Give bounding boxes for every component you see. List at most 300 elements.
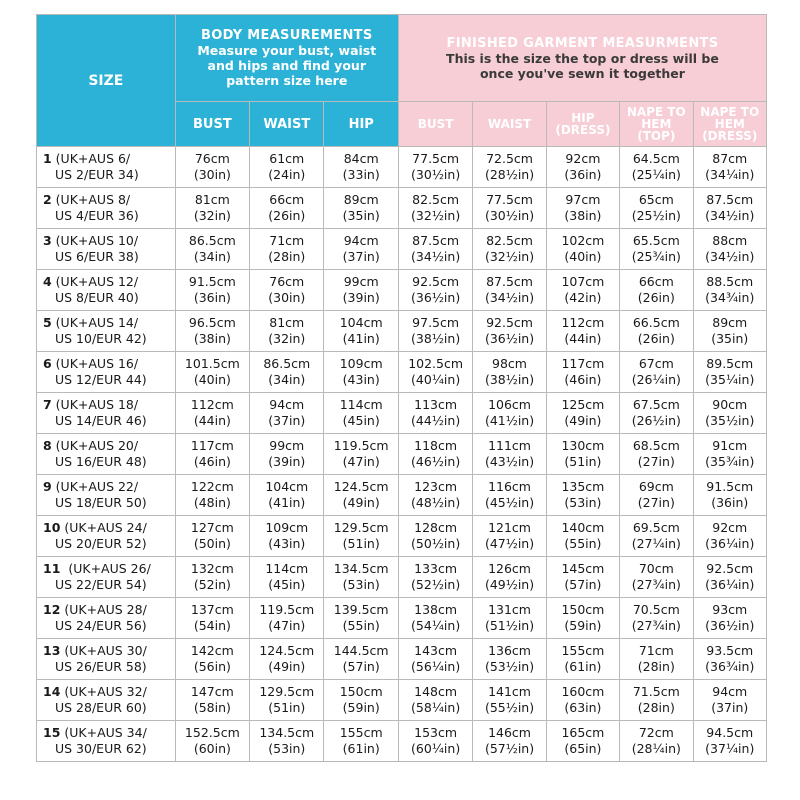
measurement-cm: 69cm	[638, 479, 674, 494]
measurement-cell	[398, 475, 472, 516]
measurement-cell	[324, 680, 398, 721]
measurement-cm: 112cm	[190, 397, 234, 412]
table-row	[37, 598, 767, 639]
measurement-in: (47in)	[342, 454, 380, 469]
measurement-cm: 125cm	[561, 397, 605, 412]
measurement-cm: 133cm	[414, 561, 458, 576]
measurement-cell	[693, 188, 767, 229]
measurement-in: (56¼in)	[411, 659, 461, 674]
size-label-line1: (UK+AUS 18/	[51, 397, 139, 412]
measurement-cm: 77.5cm	[486, 192, 533, 207]
measurement-cm: 76cm	[269, 274, 305, 289]
measurement-cm: 130cm	[561, 438, 605, 453]
measurement-cm: 87.5cm	[412, 233, 460, 248]
measurement-in: (35in)	[711, 331, 749, 346]
measurement-in: (38½in)	[484, 372, 535, 387]
measurement-in: (42in)	[564, 290, 602, 305]
measurement-cm: 140cm	[561, 520, 605, 535]
measurement-in: (27in)	[637, 454, 675, 469]
measurement-in: (63in)	[564, 700, 602, 715]
size-label-line1: (UK+AUS 20/	[51, 438, 139, 453]
measurement-in: (30in)	[268, 290, 306, 305]
measurement-in: (50½in)	[411, 536, 461, 551]
measurement-cell	[473, 639, 546, 680]
measurement-cell	[620, 188, 693, 229]
measurement-cm: 155cm	[339, 725, 383, 740]
measurement-cell	[250, 229, 324, 270]
measurement-in: (37in)	[711, 700, 749, 715]
measurement-cell	[398, 311, 472, 352]
measurement-in: (51in)	[564, 454, 602, 469]
measurement-in: (34¾in)	[705, 290, 755, 305]
measurement-cm: 123cm	[414, 479, 458, 494]
measurement-cm: 82.5cm	[486, 233, 533, 248]
table-row	[37, 721, 767, 762]
measurement-in: (35¾in)	[705, 454, 755, 469]
measurement-cm: 72.5cm	[486, 151, 533, 166]
measurement-in: (65in)	[564, 741, 602, 756]
measurement-cell	[473, 721, 546, 762]
measurement-cell	[473, 475, 546, 516]
measurement-in: (36in)	[564, 167, 602, 182]
measurement-in: (34½in)	[411, 249, 461, 264]
measurement-cell	[175, 516, 249, 557]
measurement-in: (36¼in)	[705, 577, 755, 592]
measurement-in: (44in)	[564, 331, 602, 346]
measurement-cell	[250, 516, 324, 557]
size-label-line2: US 18/EUR 50)	[55, 495, 147, 510]
measurement-cm: 113cm	[414, 397, 458, 412]
measurement-in: (53in)	[564, 495, 602, 510]
size-label	[37, 188, 176, 229]
measurement-cm: 87.5cm	[706, 192, 754, 207]
measurement-in: (41in)	[268, 495, 306, 510]
measurement-cell	[546, 434, 619, 475]
size-label	[37, 229, 176, 270]
measurement-in: (36in)	[711, 495, 749, 510]
measurement-in: (61in)	[564, 659, 602, 674]
measurement-cm: 137cm	[190, 602, 234, 617]
measurement-cell	[175, 721, 249, 762]
size-label-line2: US 2/EUR 34)	[55, 167, 139, 182]
measurement-cell	[398, 680, 472, 721]
measurement-cell	[693, 311, 767, 352]
measurement-in: (45½in)	[484, 495, 535, 510]
measurement-in: (30½in)	[484, 208, 535, 223]
measurement-in: (41½in)	[484, 413, 535, 428]
size-number: 9	[43, 479, 52, 494]
measurement-cm: 61cm	[269, 151, 305, 166]
measurement-in: (35½in)	[705, 413, 755, 428]
measurement-cm: 66.5cm	[632, 315, 680, 330]
measurement-cell	[250, 393, 324, 434]
finished-garment-header	[398, 15, 766, 102]
measurement-cm: 126cm	[488, 561, 531, 576]
measurement-cm: 68.5cm	[632, 438, 680, 453]
table-row	[37, 229, 767, 270]
col-body-waist: WAIST	[250, 102, 324, 147]
table-row	[37, 393, 767, 434]
measurement-cell	[324, 311, 398, 352]
measurement-cell	[175, 311, 249, 352]
col-body-hip: HIP	[324, 102, 398, 147]
measurement-in: (49½in)	[484, 577, 535, 592]
measurement-cm: 109cm	[265, 520, 309, 535]
measurement-in: (30½in)	[411, 167, 461, 182]
col-nape-to-hem-top: NAPE TO HEM (TOP)	[620, 102, 693, 147]
size-number: 12	[43, 602, 61, 617]
measurement-in: (28in)	[268, 249, 306, 264]
col-finished-hip-dress: HIP (DRESS)	[546, 102, 619, 147]
measurement-cm: 143cm	[414, 643, 458, 658]
measurement-in: (57in)	[342, 659, 380, 674]
size-number: 5	[43, 315, 52, 330]
size-label-line2: US 22/EUR 54)	[55, 577, 147, 592]
size-label	[37, 393, 176, 434]
size-label-line1: (UK+AUS 16/	[51, 356, 139, 371]
size-label-line2: US 8/EUR 40)	[55, 290, 139, 305]
measurement-in: (53in)	[342, 577, 380, 592]
measurement-cell	[324, 557, 398, 598]
measurement-cell	[546, 311, 619, 352]
measurement-in: (57½in)	[484, 741, 535, 756]
measurement-in: (33in)	[342, 167, 380, 182]
size-label	[37, 270, 176, 311]
measurement-cell	[324, 721, 398, 762]
measurement-cell	[693, 516, 767, 557]
size-number: 8	[43, 438, 52, 453]
measurement-cell	[324, 393, 398, 434]
measurement-cell	[546, 352, 619, 393]
measurement-cell	[693, 639, 767, 680]
measurement-cm: 121cm	[488, 520, 531, 535]
measurement-cm: 90cm	[712, 397, 748, 412]
measurement-cm: 97cm	[565, 192, 601, 207]
measurement-cm: 152.5cm	[184, 725, 240, 740]
measurement-cell	[250, 475, 324, 516]
measurement-cell	[473, 229, 546, 270]
size-number: 3	[43, 233, 52, 248]
measurement-in: (37in)	[268, 413, 306, 428]
col-finished-bust: BUST	[398, 102, 472, 147]
size-number: 4	[43, 274, 52, 289]
measurement-cm: 81cm	[269, 315, 305, 330]
measurement-cm: 124.5cm	[333, 479, 389, 494]
measurement-in: (48½in)	[411, 495, 461, 510]
measurement-cm: 144.5cm	[333, 643, 389, 658]
measurement-cell	[398, 188, 472, 229]
measurement-in: (36½in)	[411, 290, 461, 305]
col-nape-to-hem-dress: NAPE TO HEM (DRESS)	[693, 102, 767, 147]
measurement-cm: 96.5cm	[188, 315, 236, 330]
measurement-in: (49in)	[342, 495, 380, 510]
measurement-in: (39in)	[342, 290, 380, 305]
measurement-cell	[250, 639, 324, 680]
measurement-in: (36½in)	[484, 331, 535, 346]
table-row	[37, 147, 767, 188]
measurement-cm: 150cm	[339, 684, 383, 699]
measurement-cm: 91.5cm	[706, 479, 754, 494]
measurement-cm: 106cm	[488, 397, 531, 412]
measurement-in: (40in)	[193, 372, 231, 387]
measurement-cm: 64.5cm	[632, 151, 680, 166]
size-label	[37, 557, 176, 598]
size-label	[37, 352, 176, 393]
measurement-cell	[473, 516, 546, 557]
measurement-in: (60in)	[193, 741, 231, 756]
measurement-in: (35in)	[342, 208, 380, 223]
measurement-cell	[546, 393, 619, 434]
measurement-in: (58¼in)	[411, 700, 461, 715]
size-number: 10	[43, 520, 61, 535]
measurement-cm: 119.5cm	[333, 438, 389, 453]
measurement-cm: 92.5cm	[412, 274, 460, 289]
measurement-cell	[473, 147, 546, 188]
measurement-cell	[398, 434, 472, 475]
measurement-cell	[324, 147, 398, 188]
measurement-cell	[324, 352, 398, 393]
measurement-cm: 112cm	[561, 315, 605, 330]
measurement-cell	[175, 475, 249, 516]
measurement-cm: 71cm	[638, 643, 674, 658]
measurement-in: (55in)	[342, 618, 380, 633]
measurement-cm: 92cm	[565, 151, 601, 166]
measurement-in: (38½in)	[411, 331, 461, 346]
size-label	[37, 147, 176, 188]
measurement-in: (37in)	[342, 249, 380, 264]
measurement-in: (35¼in)	[705, 372, 755, 387]
measurement-cell	[693, 434, 767, 475]
size-label-line1: (UK+AUS 8/	[51, 192, 131, 207]
measurement-cm: 118cm	[414, 438, 458, 453]
measurement-in: (27¼in)	[631, 536, 681, 551]
measurement-cm: 107cm	[561, 274, 605, 289]
measurement-cell	[324, 598, 398, 639]
measurement-in: (46in)	[564, 372, 602, 387]
measurement-cell	[620, 475, 693, 516]
size-label	[37, 475, 176, 516]
measurement-cell	[620, 598, 693, 639]
measurement-cm: 138cm	[414, 602, 458, 617]
measurement-in: (38in)	[564, 208, 602, 223]
size-label	[37, 680, 176, 721]
measurement-in: (34½in)	[484, 290, 535, 305]
size-label	[37, 434, 176, 475]
measurement-cm: 89.5cm	[706, 356, 754, 371]
measurement-cell	[473, 680, 546, 721]
measurement-cell	[620, 147, 693, 188]
measurement-cell	[398, 352, 472, 393]
measurement-in: (52½in)	[411, 577, 461, 592]
measurement-cell	[546, 475, 619, 516]
measurement-cell	[175, 639, 249, 680]
measurement-cm: 165cm	[561, 725, 605, 740]
measurement-cm: 129.5cm	[259, 684, 315, 699]
measurement-cell	[546, 188, 619, 229]
measurement-in: (36½in)	[705, 618, 755, 633]
measurement-cell	[620, 721, 693, 762]
size-label-line2: US 16/EUR 48)	[55, 454, 147, 469]
size-number: 6	[43, 356, 52, 371]
measurement-cm: 102.5cm	[408, 356, 464, 371]
measurement-cm: 111cm	[488, 438, 531, 453]
measurement-cell	[546, 557, 619, 598]
measurement-cm: 93cm	[712, 602, 748, 617]
measurement-cell	[250, 270, 324, 311]
measurement-cell	[324, 475, 398, 516]
size-number: 15	[43, 725, 61, 740]
measurement-cell	[546, 270, 619, 311]
measurement-in: (27¾in)	[631, 577, 681, 592]
measurement-in: (26in)	[637, 331, 675, 346]
measurement-in: (32½in)	[484, 249, 535, 264]
measurement-cm: 99cm	[269, 438, 305, 453]
table-row	[37, 434, 767, 475]
measurement-in: (36in)	[193, 290, 231, 305]
measurement-cm: 67.5cm	[632, 397, 680, 412]
measurement-cell	[250, 311, 324, 352]
measurement-in: (49in)	[268, 659, 306, 674]
measurement-cell	[693, 352, 767, 393]
measurement-cm: 114cm	[265, 561, 309, 576]
size-label-line2: US 28/EUR 60)	[55, 700, 147, 715]
measurement-in: (34in)	[193, 249, 231, 264]
measurement-in: (51in)	[268, 700, 306, 715]
measurement-cell	[324, 434, 398, 475]
measurement-in: (59in)	[342, 700, 380, 715]
measurement-cm: 87cm	[712, 151, 748, 166]
measurement-cell	[620, 434, 693, 475]
measurement-cm: 77.5cm	[412, 151, 460, 166]
measurement-cm: 102cm	[561, 233, 605, 248]
measurement-in: (48in)	[193, 495, 231, 510]
measurement-cell	[693, 270, 767, 311]
measurement-in: (51in)	[342, 536, 380, 551]
measurement-cell	[175, 598, 249, 639]
table-row	[37, 311, 767, 352]
measurement-cm: 148cm	[414, 684, 458, 699]
measurement-cell	[398, 639, 472, 680]
measurement-in: (55in)	[564, 536, 602, 551]
measurement-cm: 145cm	[561, 561, 605, 576]
table-row	[37, 516, 767, 557]
measurement-cm: 86.5cm	[263, 356, 311, 371]
measurement-cm: 84cm	[343, 151, 379, 166]
measurement-cm: 93.5cm	[706, 643, 754, 658]
measurement-cm: 114cm	[339, 397, 383, 412]
measurement-cell	[546, 516, 619, 557]
measurement-in: (51½in)	[484, 618, 535, 633]
measurement-cm: 122cm	[190, 479, 234, 494]
measurement-in: (57in)	[564, 577, 602, 592]
measurement-cell	[175, 680, 249, 721]
measurement-cell	[324, 516, 398, 557]
measurement-cell	[175, 270, 249, 311]
measurement-cm: 91.5cm	[188, 274, 236, 289]
measurement-in: (43in)	[268, 536, 306, 551]
measurement-in: (52in)	[193, 577, 231, 592]
measurement-cm: 82.5cm	[412, 192, 460, 207]
measurement-cell	[546, 147, 619, 188]
measurement-cm: 94cm	[269, 397, 305, 412]
measurement-cm: 97.5cm	[412, 315, 460, 330]
measurement-in: (36¾in)	[705, 659, 755, 674]
measurement-cm: 76cm	[194, 151, 230, 166]
size-label-line2: US 30/EUR 62)	[55, 741, 147, 756]
measurement-cell	[546, 639, 619, 680]
finished-garment-subtitle: This is the size the top or dress will be once you've sewn it together	[446, 50, 719, 81]
measurement-cell	[175, 393, 249, 434]
measurement-cm: 65cm	[638, 192, 674, 207]
measurement-cell	[473, 434, 546, 475]
measurement-cm: 94cm	[712, 684, 748, 699]
size-label-line1: (UK+AUS 10/	[51, 233, 139, 248]
measurement-in: (59in)	[564, 618, 602, 633]
size-chart-table	[36, 14, 767, 762]
measurement-cm: 124.5cm	[259, 643, 315, 658]
measurement-cell	[250, 188, 324, 229]
measurement-cm: 69.5cm	[632, 520, 680, 535]
measurement-cell	[250, 352, 324, 393]
measurement-cm: 104cm	[339, 315, 383, 330]
measurement-cm: 89cm	[712, 315, 748, 330]
measurement-cell	[398, 721, 472, 762]
measurement-cm: 132cm	[190, 561, 234, 576]
measurement-in: (47in)	[268, 618, 306, 633]
measurement-in: (26½in)	[631, 413, 681, 428]
measurement-in: (60¼in)	[411, 741, 461, 756]
measurement-in: (32in)	[268, 331, 306, 346]
measurement-cell	[175, 352, 249, 393]
size-label-line1: (UK+AUS 34/	[60, 725, 147, 740]
table-row	[37, 680, 767, 721]
measurement-cell	[693, 229, 767, 270]
measurement-cell	[546, 721, 619, 762]
measurement-cm: 67cm	[638, 356, 674, 371]
measurement-cm: 72cm	[638, 725, 674, 740]
measurement-in: (53½in)	[484, 659, 535, 674]
size-number: 13	[43, 643, 61, 658]
measurement-cell	[250, 557, 324, 598]
measurement-cell	[620, 352, 693, 393]
measurement-cm: 160cm	[561, 684, 605, 699]
measurement-cell	[250, 147, 324, 188]
size-label-line2: US 4/EUR 36)	[55, 208, 139, 223]
measurement-in: (40¼in)	[411, 372, 461, 387]
size-number: 11	[43, 561, 61, 576]
size-label-line2: US 14/EUR 46)	[55, 413, 147, 428]
measurement-in: (39in)	[268, 454, 306, 469]
size-rows	[37, 147, 767, 762]
measurement-cell	[473, 598, 546, 639]
size-label	[37, 721, 176, 762]
measurement-in: (28½in)	[484, 167, 535, 182]
measurement-cm: 127cm	[190, 520, 234, 535]
measurement-cell	[398, 598, 472, 639]
measurement-cm: 101.5cm	[184, 356, 240, 371]
measurement-cm: 71cm	[269, 233, 305, 248]
measurement-cm: 71.5cm	[632, 684, 680, 699]
measurement-cm: 87.5cm	[486, 274, 533, 289]
measurement-cell	[398, 147, 472, 188]
table-row	[37, 475, 767, 516]
measurement-in: (50in)	[193, 536, 231, 551]
measurement-cell	[398, 393, 472, 434]
size-label-line2: US 26/EUR 58)	[55, 659, 147, 674]
measurement-in: (28¼in)	[631, 741, 681, 756]
measurement-in: (34½in)	[705, 208, 755, 223]
measurement-cell	[324, 229, 398, 270]
